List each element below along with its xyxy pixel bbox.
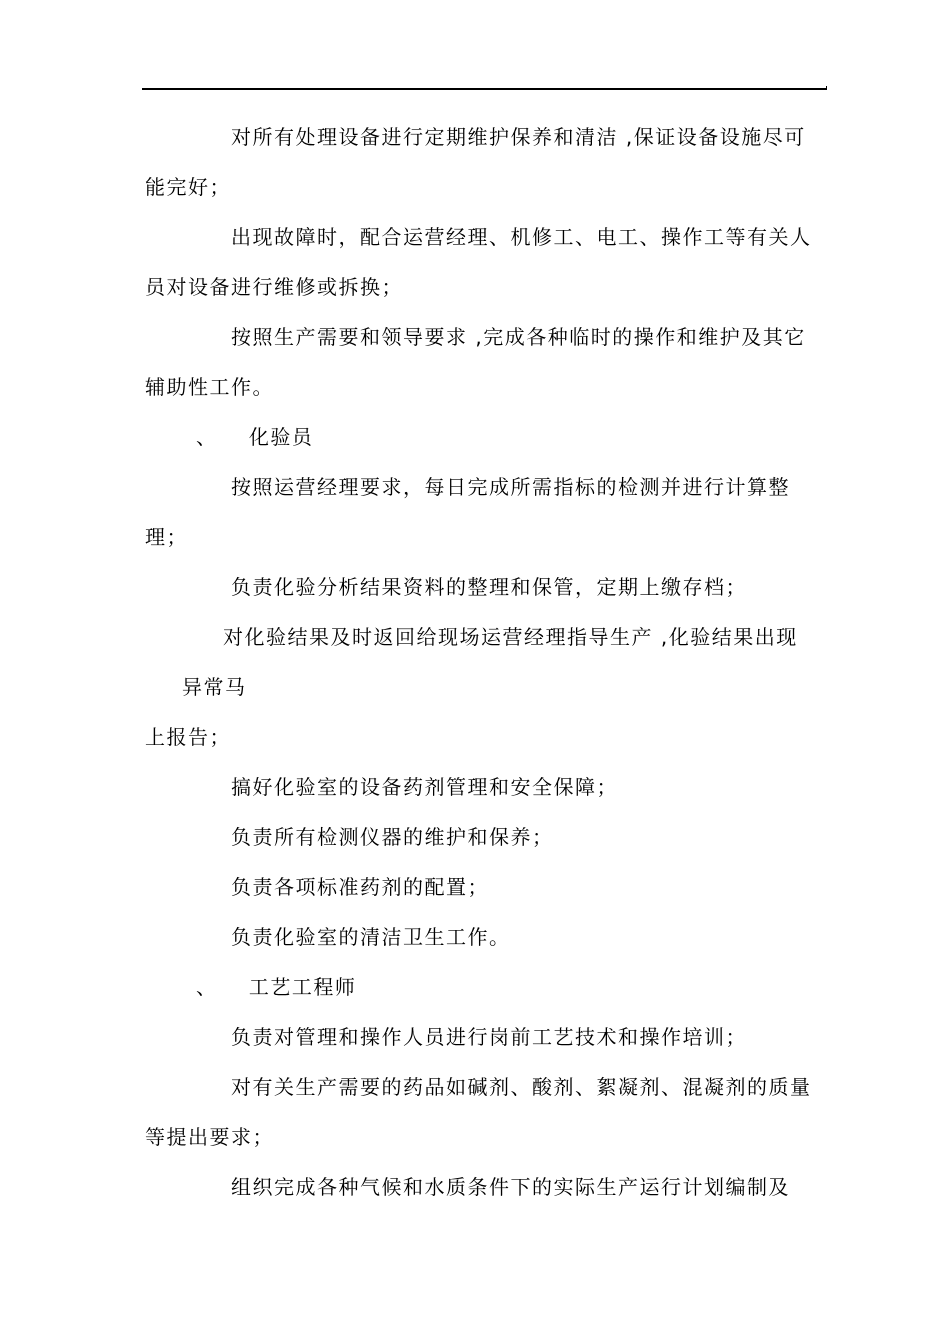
text-line: 按照运营经理要求，每日完成所需指标的检测并进行计算整 [231,475,790,499]
text-line: 对所有处理设备进行定期维护保养和清洁 ,保证设备设施尽可 [231,125,806,149]
text-line: 对化验结果及时返回给现场运营经理指导生产 ,化验结果出现 [223,625,798,649]
text-line: 员对设备进行维修或拆换； [145,275,403,299]
text-line: 负责化验分析结果资料的整理和保管，定期上缴存档； [231,575,747,599]
text-line: 负责对管理和操作人员进行岗前工艺技术和操作培训； [231,1025,747,1049]
text-line: 异常马 [182,675,247,699]
text-line: 组织完成各种气候和水质条件下的实际生产运行计划编制及 [231,1175,790,1199]
text-line: 上报告； [145,725,231,749]
text-line: 出现故障时，配合运营经理、机修工、电工、操作工等有关人 [231,225,812,249]
text-line: 等提出要求； [145,1125,274,1149]
text-line: 能完好； [145,175,231,199]
text-line: 负责所有检测仪器的维护和保养； [231,825,554,849]
header-rule [142,88,826,90]
text-line: 对有关生产需要的药品如碱剂、酸剂、絮凝剂、混凝剂的质量 [231,1075,812,1099]
section-heading: 、 化验员 [196,425,314,449]
text-line: 辅助性工作。 [145,375,274,399]
text-line: 搞好化验室的设备药剂管理和安全保障； [231,775,618,799]
header-rule-tick [826,86,827,90]
text-line: 理； [145,525,188,549]
section-heading: 、 工艺工程师 [196,975,357,999]
text-line: 按照生产需要和领导要求 ,完成各种临时的操作和维护及其它 [231,325,806,349]
text-line: 负责化验室的清洁卫生工作。 [231,925,511,949]
text-line: 负责各项标准药剂的配置； [231,875,489,899]
